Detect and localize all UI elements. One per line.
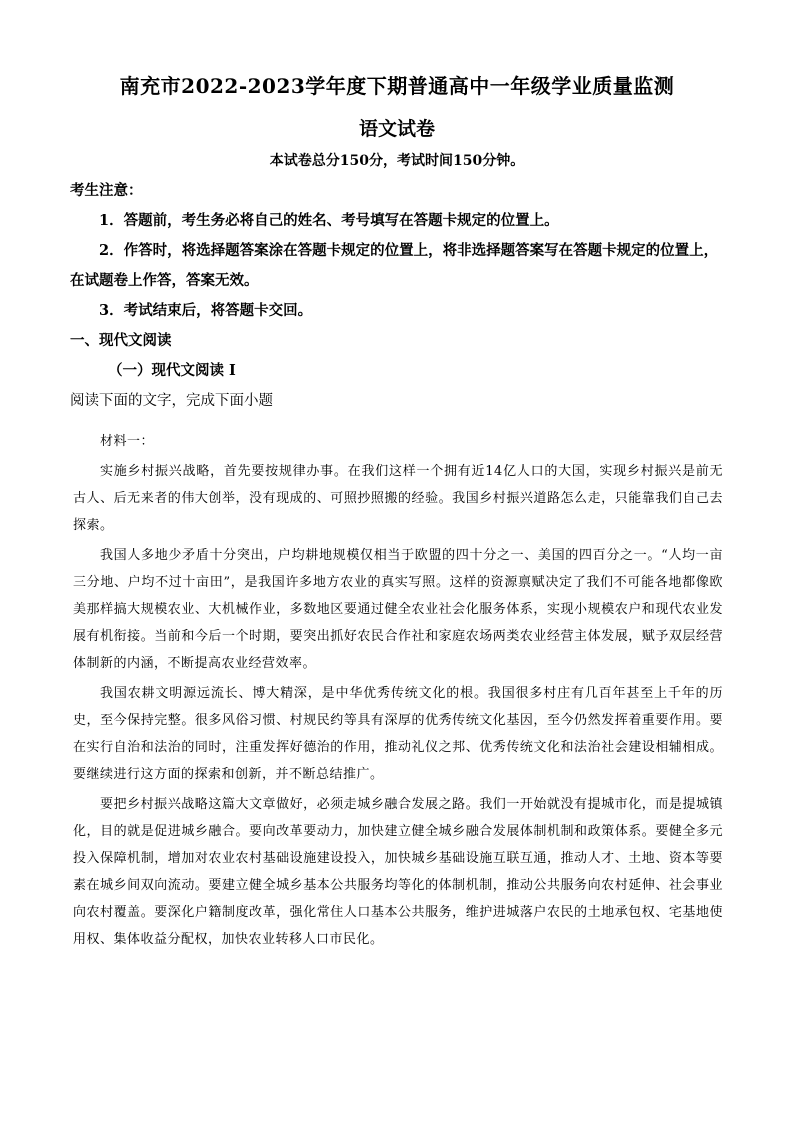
sub-section-heading: （一）现代文阅读 I [108, 362, 236, 379]
notice-item-2: 2．作答时，将选择题答案涂在答题卡规定的位置上，将非选择题答案写在答题卡规定的位置上，在试题卷上作答，答案无效。 [70, 242, 719, 289]
section-heading: 一、现代文阅读 [70, 332, 172, 349]
exam-subtitle: 语文试卷 [358, 118, 435, 140]
reading-instruction: 阅读下面的文字，完成下面小题 [70, 393, 273, 409]
passage-paragraph: 要把乡村振兴战略这篇大文章做好，必须走城乡融合发展之路。我们一开始就没有提城市化，而是提城镇化，目的就是促进城乡融合。要向改革要动力，加快建立健全城乡融合发展体制机制和政策体系。要健全多元投入保障机制，增加对农业农村基础设施建设投入，加快城乡基础设施互联互通，推动人才、土地、资本等要素在城乡间双向流动。要建立健全城乡基本公共服务均等化的体制机制，推动公共服务向农村延伸、社会事业向农村覆盖。要深化户籍制度改革，强化常住人口基本公共服务，维护进城落户农民的土地承包权、宅基地使用权、集体收益分配权，加快农业转移人口市民化。 [73, 797, 723, 947]
reading-passage [73, 428, 723, 956]
notice-item-1: 1．答题前，考生务必将自己的姓名、考号填写在答题卡规定的位置上。 [99, 212, 559, 229]
notice-heading: 考生注意： [70, 182, 143, 199]
passage-paragraph: 我国农耕文明源远流长、博大精深，是中华优秀传统文化的根。我国很多村庄有几百年甚至上千年的历史，至今保持完整。很多风俗习惯、村规民约等具有深厚的优秀传统文化基因，至今仍然发挥着重要作用。要在实行自治和法治的同时，注重发挥好德治的作用，推动礼仪之邦、优秀传统文化和法治社会建设相辅相成。要继续进行这方面的探索和创新，并不断总结推广。 [73, 686, 723, 782]
passage-paragraph: 我国人多地少矛盾十分突出，户均耕地规模仅相当于欧盟的四十分之一、美国的四百分之一。“人均一亩三分地、户均不过十亩田”，是我国许多地方农业的真实写照。这样的资源禀赋决定了我们不可能各地都像欧美那样搞大规模农业、大机械作业，多数地区要通过健全农业社会化服务体系，实现小规模农户和现代农业发展有机衔接。当前和今后一个时期，要突出抓好农民合作社和家庭农场两类农业经营主体发展，赋予双层经营体制新的内涵，不断提高农业经营效率。 [73, 548, 723, 671]
score-time-line: 本试卷总分150分，考试时间150分钟。 [269, 153, 525, 169]
material-label: 材料一： [100, 434, 155, 449]
passage-paragraph: 实施乡村振兴战略，首先要按规律办事。在我们这样一个拥有近14亿人口的大国，实现乡村振兴是前无古人、后无来者的伟大创举，没有现成的、可照抄照搬的经验。我国乡村振兴道路怎么走，只能靠我们自己去探索。 [73, 464, 723, 533]
notice-item-3: 3．考试结束后，将答题卡交回。 [99, 302, 313, 319]
notice-section [70, 176, 725, 416]
exam-title: 南充市2022-2023学年度下期普通高中一年级学业质量监测 [119, 74, 675, 98]
